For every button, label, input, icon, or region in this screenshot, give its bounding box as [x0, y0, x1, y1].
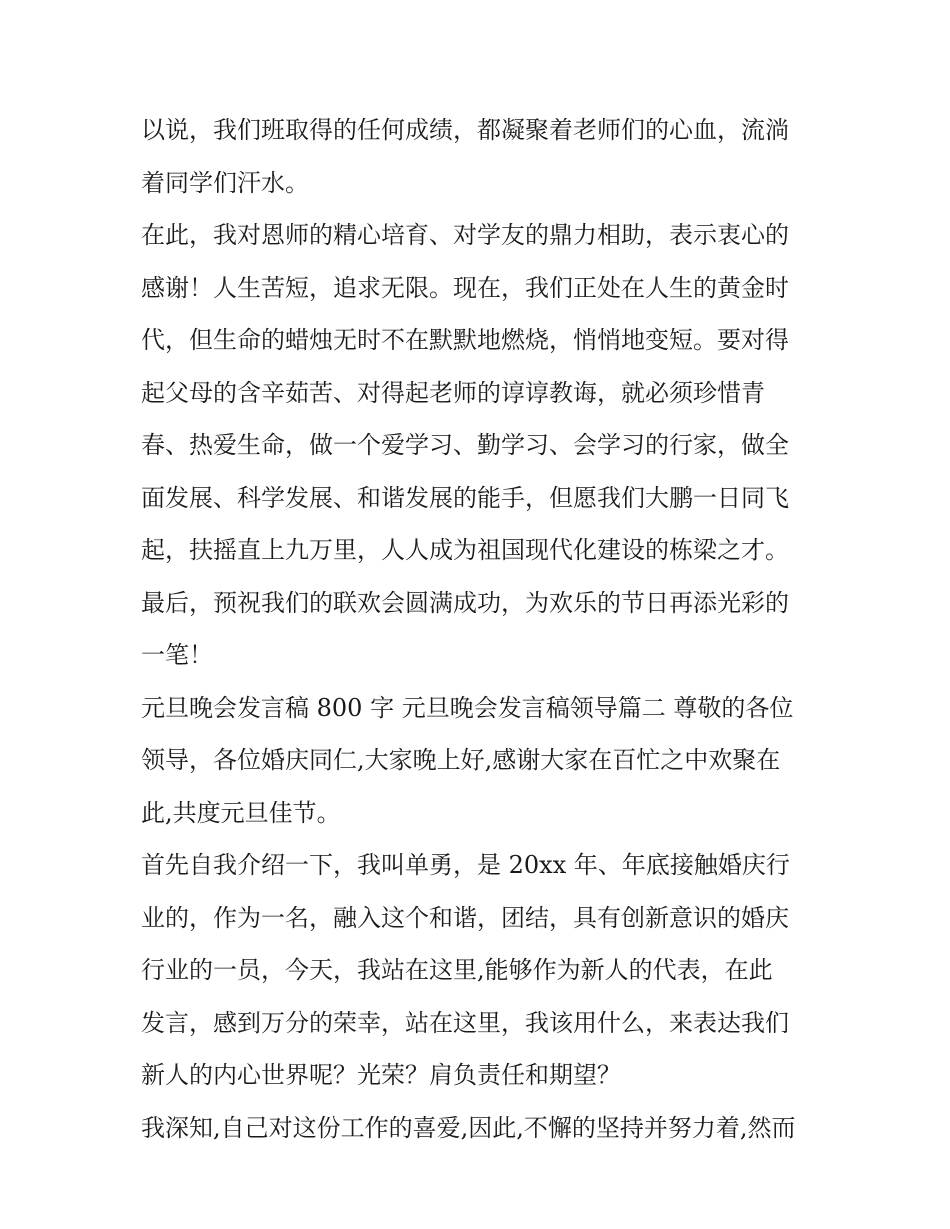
text-line: 代，但生命的蜡烛无时不在默默地燃烧，悄悄地变短。要对得	[141, 326, 789, 354]
text-line: 面发展、科学发展、和谐发展的能手，但愿我们大鹏一日同飞	[141, 483, 789, 512]
text-line: 在此，我对恩师的精心培育、对学友的鼎力相助，表示衷心的	[141, 221, 789, 249]
text-line: 我深知,自己对这份工作的喜爱,因此,不懈的坚持并努力着,然而	[141, 1113, 796, 1142]
text-line: 着同学们汗水。	[141, 168, 309, 197]
text-line: 业的，作为一名，融入这个和谐，团结，具有创新意识的婚庆	[141, 903, 789, 932]
text-line: 此,共度元旦佳节。	[141, 798, 341, 827]
text-line: 发言，感到万分的荣幸，站在这里，我该用什么，来表达我们	[141, 1008, 789, 1037]
text-line: 感谢！人生苦短，追求无限。现在，我们正处在人生的黄金时	[141, 273, 789, 302]
text-line: 元旦晚会发言稿 800 字 元旦晚会发言稿领导篇二 尊敬的各位	[141, 693, 794, 722]
text-line: 首先自我介绍一下，我叫单勇，是 20xx 年、年底接触婚庆行	[141, 851, 790, 879]
text-line: 领导，各位婚庆同仁,大家晚上好,感谢大家在百忙之中欢聚在	[141, 746, 781, 774]
text-line: 一笔！	[141, 641, 213, 669]
text-line: 新人的内心世界呢？光荣？肩负责任和期望？	[141, 1061, 621, 1089]
text-line: 以说，我们班取得的任何成绩，都凝聚着老师们的心血，流淌	[141, 116, 789, 144]
text-line: 春、热爱生命，做一个爱学习、勤学习、会学习的行家，做全	[141, 431, 789, 459]
document-body	[141, 104, 821, 1154]
text-line: 起，扶摇直上九万里，人人成为祖国现代化建设的栋梁之才。	[141, 536, 789, 564]
text-line: 起父母的含辛茹苦、对得起老师的谆谆教诲，就必须珍惜青	[141, 378, 765, 407]
text-line: 最后，预祝我们的联欢会圆满成功，为欢乐的节日再添光彩的	[141, 588, 789, 617]
text-line: 行业的一员，今天，我站在这里,能够作为新人的代表，在此	[141, 956, 773, 984]
